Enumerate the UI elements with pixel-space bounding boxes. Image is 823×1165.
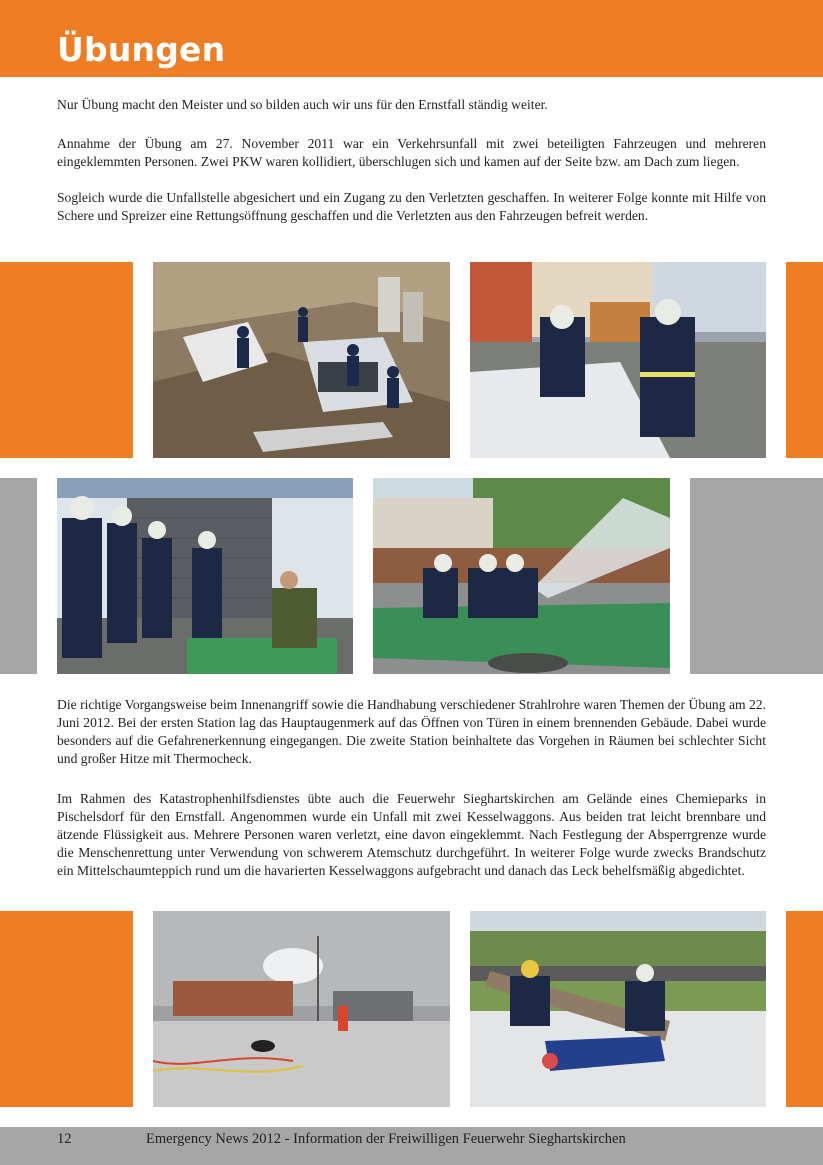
page-number: 12 — [57, 1131, 72, 1147]
photo-casualty-rescue-rail — [470, 911, 766, 1107]
intro-paragraph: Nur Übung macht den Meister und so bilden auch wir uns für den Ernstfall ständig weiter. — [57, 97, 548, 112]
photo-door-opening-drill — [57, 478, 353, 674]
orange-band-left-bottom — [0, 911, 133, 1107]
exercise-chemiepark-paragraph: Im Rahmen des Katastrophenhilfsdienstes übte auch die Feuerwehr Sieghartskirchen am Gelände eines Chemieparks in Pischelsdorf für den Ernstfall. Angenommen wurde ein Unfall mit zwei Kesselwaggons. Aus beiden trat leicht brennbare und ätzende Flüssigkeit aus. Mehrere Personen waren verletzt, eine davon eingeklemmt. Nach Festlegung der Absperrgrenze wurde die Menschenrettung unter Verwendung von schwerem Atemschutz durchgeführt. In weiterer Folge wurde zwecks Brandschutz ein Mittelschaumteppich rund um die havarierten Kesselwaggons aufgebracht und danach das Leck behelfsmäßig abgedichtet. — [57, 791, 766, 878]
photo-car-accident-rescue — [153, 262, 450, 458]
page-header — [0, 0, 823, 77]
photo-chemical-park-scene — [153, 911, 450, 1107]
exercise-2012-paragraph: Die richtige Vorgangsweise beim Innenangriff sowie die Handhabung verschiedener Strahlrohre waren Themen der Übung am 22. Juni 2012. Bei der ersten Station lag das Hauptaugenmerk auf das Öffnen von Türen in einem brennenden Gebäude. Dabei wurde besonders auf die Gefahrenerkennung eingegangen. Die zweite Station beinhaltete das Vorgehen in Räumen bei schlechter Sicht und großer Hitze mit Thermocheck. — [57, 697, 766, 766]
gray-band-left — [0, 478, 37, 674]
orange-band-right — [786, 262, 823, 458]
orange-band-left — [0, 262, 133, 458]
photo-firefighters-car-door — [470, 262, 766, 458]
orange-band-right-bottom — [786, 911, 823, 1107]
footer-publication-info: Emergency News 2012 - Information der Freiwilligen Feuerwehr Sieghartskirchen — [146, 1131, 626, 1147]
page-title: Übungen — [57, 30, 226, 69]
page-footer — [0, 1127, 823, 1165]
gray-band-right — [690, 478, 823, 674]
exercise-2011-paragraph: Annahme der Übung am 27. November 2011 war ein Verkehrsunfall mit zwei beteiligten Fahrzeugen und mehreren eingeklemmten Personen. Zwei PKW waren kollidiert, überschlugen sich und kamen auf der Seite bzw. am Dach zum liegen. — [57, 136, 766, 169]
photo-nozzle-handling-drill — [373, 478, 670, 674]
exercise-2011-followup-paragraph: Sogleich wurde die Unfallstelle abgesichert und ein Zugang zu den Verletzten geschaffen. In weiterer Folge konnte mit Hilfe von Schere und Spreizer eine Rettungsöffnung geschaffen und die Verletzten aus den Fahrzeugen befreit werden. — [57, 190, 766, 223]
